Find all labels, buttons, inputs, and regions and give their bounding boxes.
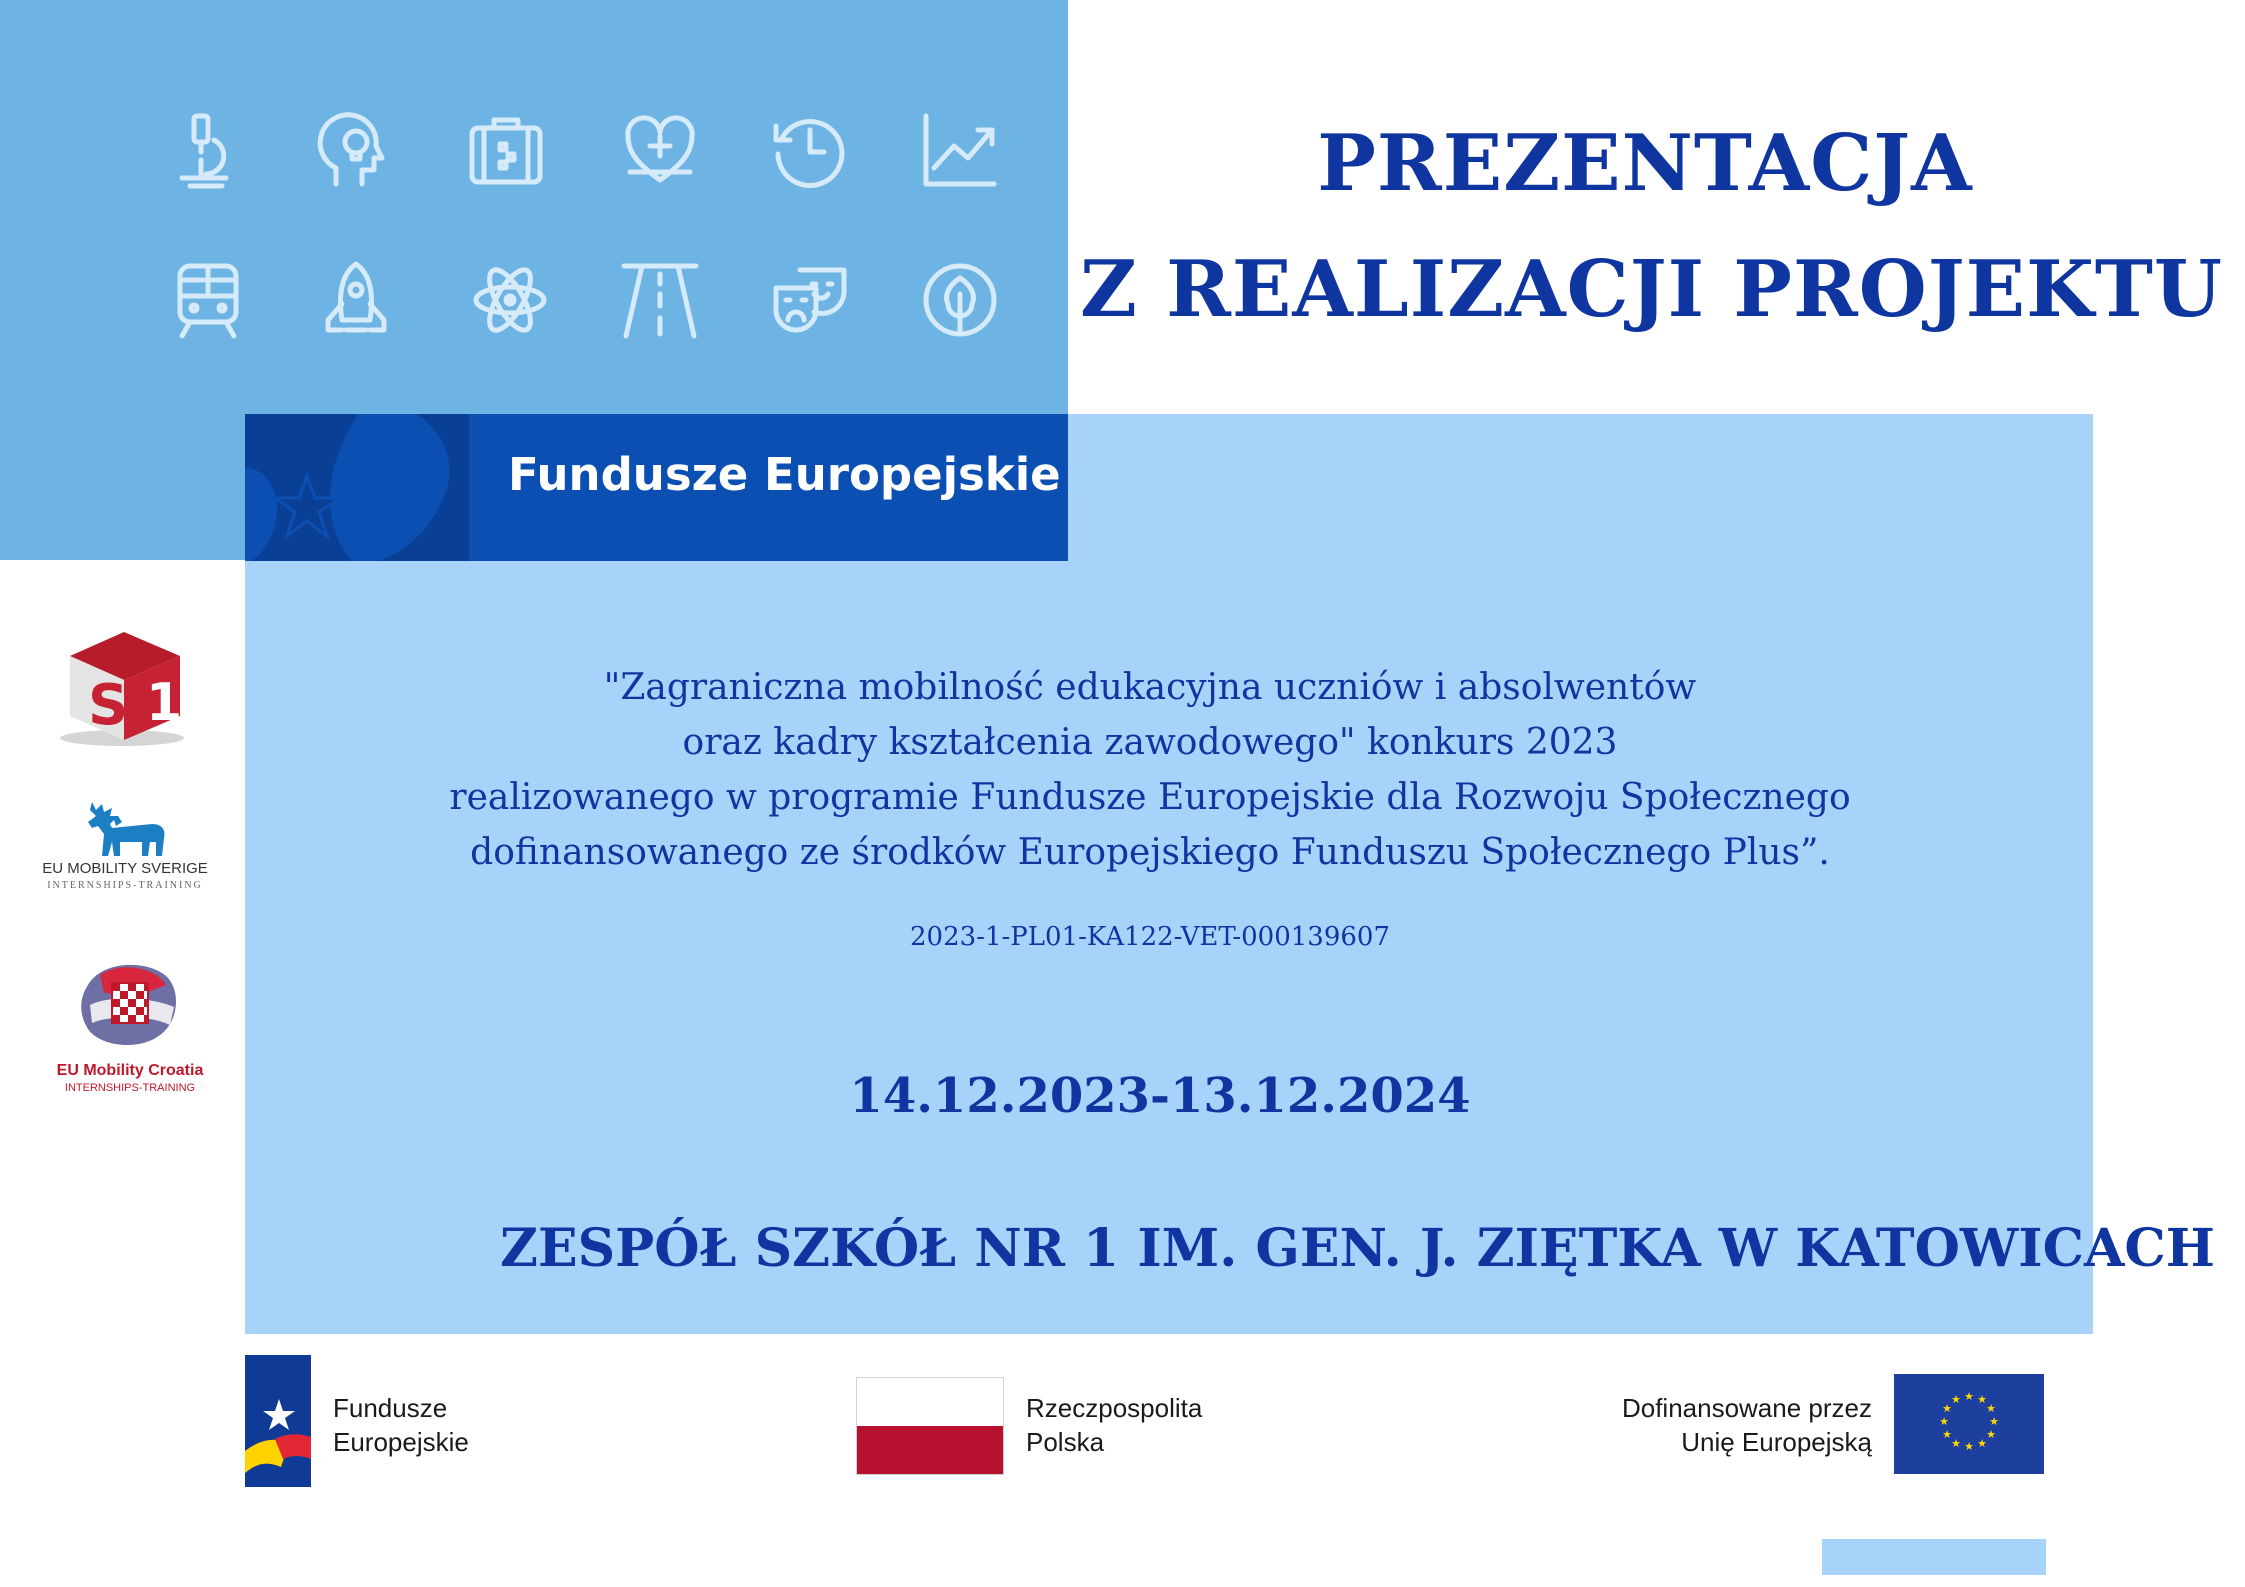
project-line-4: dofinansowanego ze środków Europejskiego Funduszu Społecznego Plus”. — [470, 832, 1830, 873]
rp-footer-line-1: Rzeczpospolita — [1026, 1393, 1203, 1423]
microscope-icon — [168, 110, 248, 190]
svg-text:★: ★ — [1986, 1428, 1996, 1441]
fe-footer-logo — [245, 1355, 311, 1487]
svg-text:★: ★ — [1951, 1393, 1961, 1406]
project-line-3: realizowanego w programie Fundusze Europejskie dla Rozwoju Społecznego — [449, 777, 1851, 818]
svg-text:★: ★ — [1964, 1440, 1974, 1453]
svg-text:★: ★ — [1942, 1428, 1952, 1441]
eu-flag — [1894, 1374, 2044, 1474]
eu-footer-line-1: Dofinansowane przez — [1621, 1393, 1872, 1423]
moose-logo-icon — [82, 798, 172, 858]
svg-text:★: ★ — [1977, 1393, 1987, 1406]
project-code: 2023-1-PL01-KA122-VET-000139607 — [910, 922, 1390, 952]
project-line-1: "Zagraniczna mobilność edukacyjna uczniów i absolwentów — [603, 667, 1697, 708]
svg-text:★: ★ — [1986, 1402, 1996, 1415]
fe-footer-line-2: Europejskie — [333, 1427, 469, 1457]
growth-chart-icon — [920, 110, 1000, 190]
svg-text:★: ★ — [1964, 1390, 1974, 1403]
sweden-partner-name: EU MOBILITY SVERIGE — [42, 860, 208, 877]
fe-banner-label: Fundusze Europejskie — [508, 448, 1061, 501]
history-clock-icon — [770, 110, 850, 190]
project-line-2: oraz kadry kształcenia zawodowego" konkurs 2023 — [682, 722, 1618, 763]
svg-text:★: ★ — [1977, 1437, 1987, 1450]
heart-plus-icon — [620, 110, 700, 190]
project-dates: 14.12.2023-13.12.2024 — [849, 1068, 1471, 1124]
school-name: ZESPÓŁ SZKÓŁ NR 1 IM. GEN. J. ZIĘTKA W KATOWICACH — [500, 1218, 2215, 1279]
heading-line-2: Z REALIZACJI PROJEKTU — [1080, 244, 2223, 335]
atom-icon — [470, 260, 550, 340]
svg-text:★: ★ — [1951, 1437, 1961, 1450]
croatia-partner-name: EU Mobility Croatia — [56, 1062, 204, 1079]
eu-footer-line-2: Unię Europejską — [1681, 1427, 1872, 1457]
svg-text:S: S — [88, 673, 129, 738]
bottom-accent-strip — [1822, 1539, 2046, 1575]
heading-line-1: PREZENTACJA — [1317, 118, 1973, 209]
s1-school-logo — [48, 628, 188, 748]
first-aid-case-icon — [466, 110, 546, 190]
head-lightbulb-icon — [316, 110, 396, 190]
svg-text:★: ★ — [1989, 1415, 1999, 1428]
project-description — [350, 660, 1950, 880]
tree-icon — [920, 260, 1000, 340]
rp-footer-line-2: Polska — [1026, 1427, 1105, 1457]
croatia-logo-icon — [70, 955, 190, 1055]
sweden-partner-tagline: INTERNSHIPS-TRAINING — [47, 880, 203, 891]
theater-masks-icon — [770, 260, 850, 340]
road-icon — [620, 260, 700, 340]
croatia-partner-tagline: INTERNSHIPS-TRAINING — [64, 1082, 196, 1094]
svg-text:★: ★ — [1942, 1402, 1952, 1415]
svg-text:★: ★ — [1939, 1415, 1949, 1428]
polish-flag — [856, 1377, 1004, 1475]
fe-footer-line-1: Fundusze — [333, 1393, 448, 1423]
fe-star-graphic — [245, 414, 469, 561]
train-icon — [168, 260, 248, 340]
svg-text:1: 1 — [146, 673, 183, 733]
rocket-icon — [316, 260, 396, 340]
